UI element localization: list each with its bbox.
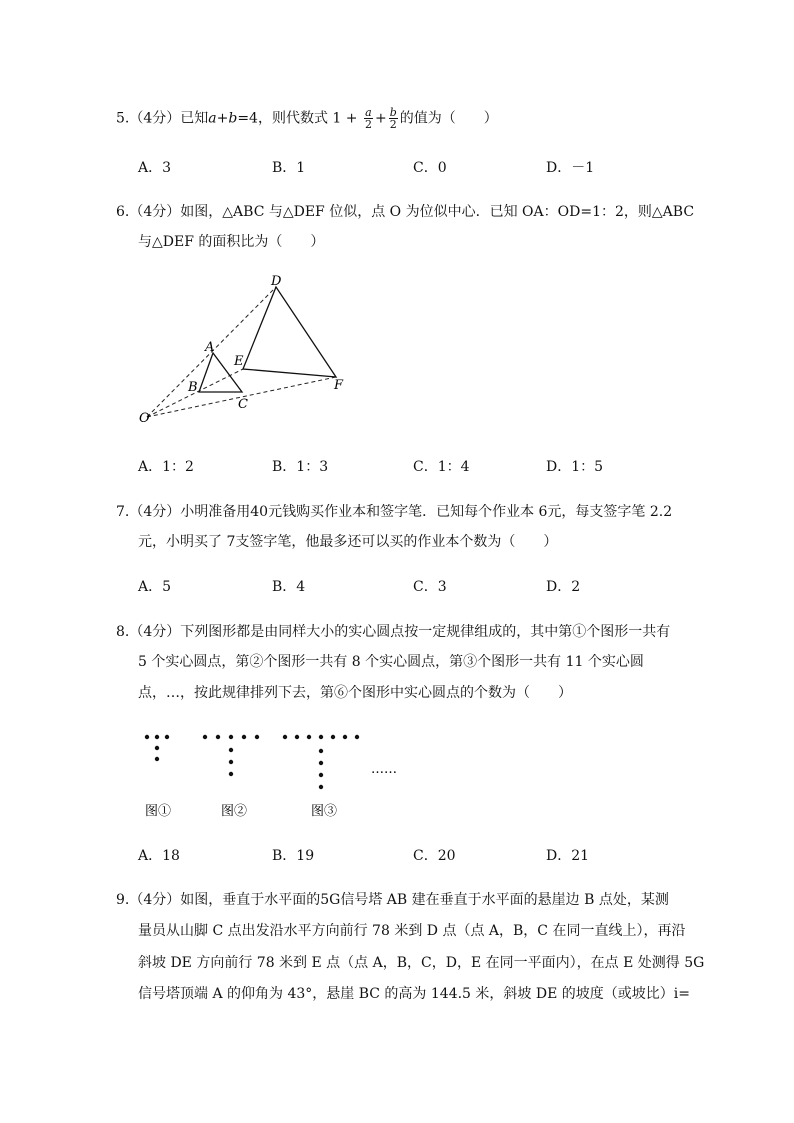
dot-pattern-figure [135,725,405,825]
label-c: C [238,397,248,412]
pattern-figure-3 [283,735,359,789]
question-7-line-2: 元，小明买了 7支签字笔，他最多还可以买的作业本个数为（ ） [138,534,558,550]
q7-option-d[interactable]: D．2 [546,579,581,595]
question-6-line-2: 与△DEF 的面积比为（ ） [138,234,325,250]
q5-option-b[interactable]: B．1 [272,160,306,176]
question-8-line-3: 点，…，按此规律排列下去，第⑥个图形中实心圆点的个数为（ ） [138,685,572,701]
question-7-line-1: 7.（4分）小明准备用40元钱购买作业本和签字笔．已知每个作业本 6元，每支签字笔 2.2 [116,504,673,520]
label-f: F [334,378,344,393]
label-b: B [188,380,198,395]
question-8-line-2: 5 个实心圆点，第②个图形一共有 8 个实心圆点，第③个图形一共有 11 个实心圆 [138,654,644,670]
q6-option-c[interactable]: C．1：4 [413,459,470,475]
question-6-line-1: 6.（4分）如图，△ABC 与△DEF 位似，点 O 为位似中心．已知 OA：OD=1：2，则△ABC [116,204,695,220]
q8-option-d[interactable]: D．21 [546,848,590,864]
label-o: O [139,411,150,426]
pattern-figure-2 [203,735,259,776]
question-9-line-4: 信号塔顶端 A 的仰角为 43°，悬崖 BC 的高为 144.5 米，斜坡 DE 的坡度（或坡比）i= [138,986,690,1002]
question-9-line-2: 量员从山脚 C 点出发沿水平方向前行 78 米到 D 点（点 A，B，C 在同一直线上），再沿 [138,923,686,939]
label-a: A [205,340,215,355]
q7-option-a[interactable]: A．5 [138,579,172,595]
question-5-stem: 5.（4分）已知a+b=4，则代数式 1 + $\frac{a}{2}$ + $\frac{b}{2}$ 的值为（ ） [116,106,498,131]
pattern-label-1: 图① [145,804,172,819]
q5-option-c[interactable]: C．0 [413,160,447,176]
pattern-label-2: 图② [221,804,248,819]
q6-option-b[interactable]: B．1：3 [272,459,329,475]
question-8-line-1: 8.（4分）下列图形都是由同样大小的实心圆点按一定规律组成的，其中第①个图形一共有 [116,624,671,640]
q5-option-d[interactable]: D．－1 [546,160,595,176]
q8-option-a[interactable]: A．18 [138,848,180,864]
q6-option-a[interactable]: A．1：2 [138,459,194,475]
triangle-def [243,287,336,377]
question-9-line-3: 斜坡 DE 方向前行 78 米到 E 点（点 A，B，C，D，E 在同一平面内），在点 E 处测得 5G [138,955,705,971]
q7-option-b[interactable]: B．4 [272,579,306,595]
q6-option-d[interactable]: D．1：5 [546,459,604,475]
question-9-line-1: 9.（4分）如图，垂直于水平面的5G信号塔 AB 建在垂直于水平面的悬崖边 B 点处，某测 [116,892,669,908]
homothety-figure [130,275,360,435]
q5-option-a[interactable]: A．3 [138,160,172,176]
label-e: E [234,354,244,369]
pattern-ellipsis: …… [371,762,397,777]
pattern-figure-1 [145,735,169,761]
q8-option-b[interactable]: B．19 [272,848,315,864]
label-d: D [271,275,282,289]
q8-option-c[interactable]: C．20 [413,848,456,864]
q7-option-c[interactable]: C．3 [413,579,447,595]
fraction-b-over-2: $\frac{b}{2}$ [389,106,397,131]
pattern-label-3: 图③ [311,804,338,819]
fraction-a-over-2: $\frac{a}{2}$ [364,106,372,131]
